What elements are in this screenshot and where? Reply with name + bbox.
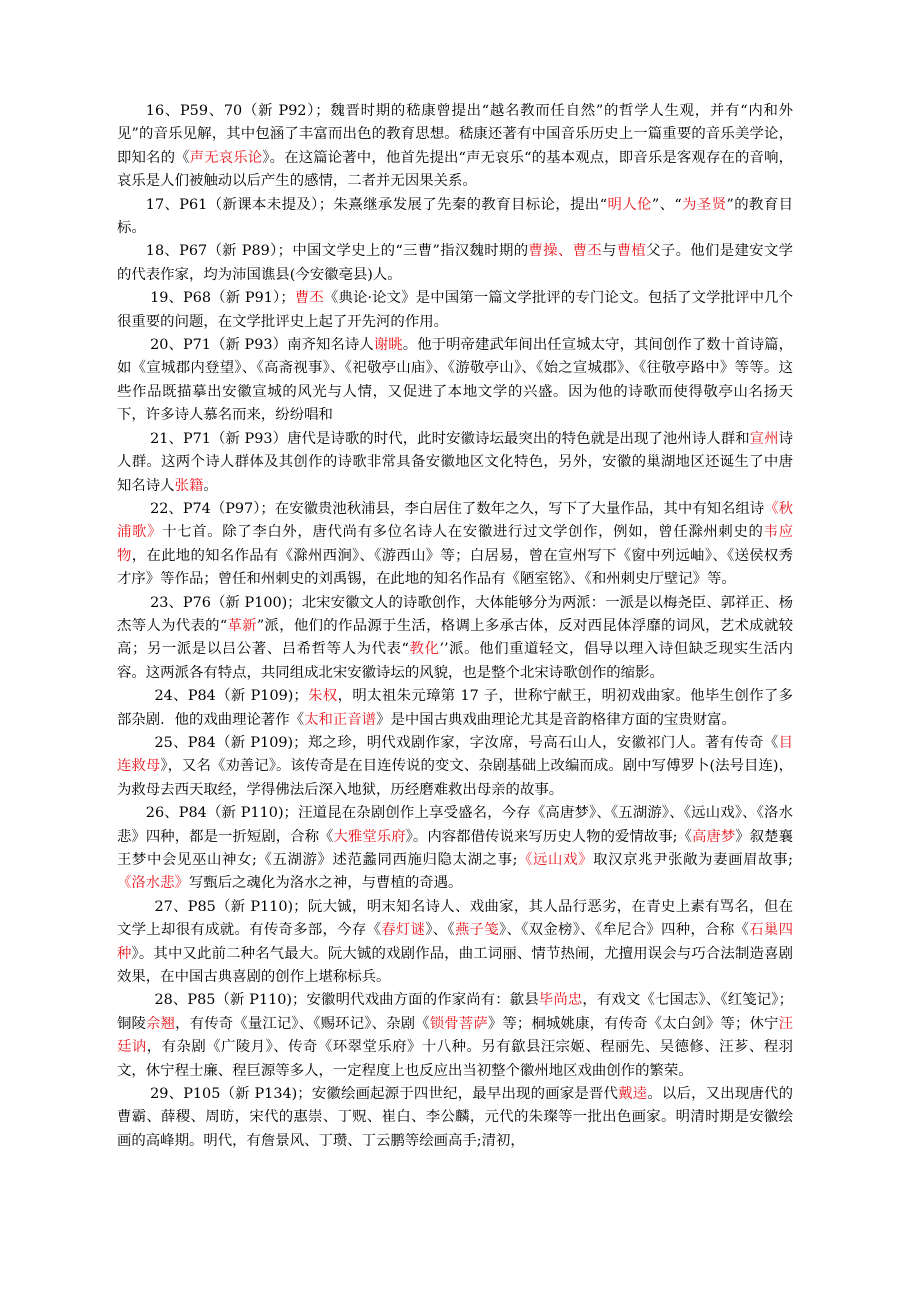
- paragraph-text: 。他于明帝建武年间出任宣城太守，其间创作了数十首诗篇，如《宣城郡内登望》、《高斋视事》、《祀敬亭山庙》、《游敬亭山》、《始之宣城郡》、《往敬亭路中》等等。这些作品既描摹出安徽宣城的风光与人情，又促进了本地文学的兴盛。因为他的诗歌而使得敬亭山名扬天下，许多诗人慕名而来，纷纷唱和: [117, 337, 793, 424]
- highlighted-term: 《秋浦歌》: [117, 500, 793, 541]
- paragraph-text: 诗人群。这两个诗人群体及其创作的诗歌非常具备安徽地区文化特色，另外，安徽的巢湖地区还诞生了中唐知名诗人: [117, 430, 793, 494]
- highlighted-term: 宣州: [749, 430, 779, 447]
- paragraph-text: 》，又名《劝善记》。该传奇是在目连传说的变文、杂剧基础上改编而成。剧中写傅罗卜(法号目连)，为救母去西天取经，学得佛法后深入地狱，历经磨难救出母亲的故事。: [117, 758, 793, 798]
- paragraph-text: ”的教育目标。: [117, 196, 794, 237]
- paragraph: [117, 592, 793, 686]
- paragraph-text: 》、《双金榜》、《牟尼合》四种，合称《: [499, 922, 750, 939]
- paragraph: [117, 334, 793, 428]
- highlighted-term: 毕尚忠: [538, 992, 583, 1009]
- paragraph-text: ”派，他们的作品源于生活，格调上多承古体，反对西昆体浮靡的词风，艺术成就较高；另一派是以吕公著、吕希哲等人为代表“: [117, 617, 793, 658]
- highlighted-term: 春灯谜: [381, 922, 426, 939]
- paragraph: [117, 428, 793, 498]
- highlighted-term: 明人伦: [607, 196, 652, 213]
- paragraph-text: 与: [602, 243, 617, 260]
- paragraph: [117, 240, 793, 287]
- paragraph-text: 》。内容都借传说来写历史人物的爱情故事;《: [405, 828, 692, 845]
- paragraph-text: 24、P84（新 P109)；: [154, 688, 308, 705]
- paragraph-text: 》。在这篇论著中，他首先提出“声无哀乐“的基本观点，即音乐是客观存在的音响，哀乐是人们被触动以后产生的感情，二者并无因果关系。: [117, 149, 793, 190]
- paragraph-text: 》叙楚襄王梦中会见巫山神女;《五湖游》述范蠡同西施归隐太湖之事;: [117, 828, 793, 868]
- highlighted-term: 曹植: [616, 243, 647, 260]
- paragraph: [117, 194, 793, 241]
- paragraph-text: 17、P61（新课本未提及）；朱熹继承发展了先秦的教育目标论，提出“: [145, 196, 608, 213]
- document-body: [117, 100, 793, 1153]
- paragraph-text: 十七首。除了李白外，唐代尚有多位名诗人在安徽进行过文学创作，例如，曾任滁州刺史的: [162, 524, 764, 541]
- paragraph: [117, 989, 793, 1083]
- highlighted-term: 汪廷讷: [117, 1015, 793, 1056]
- highlighted-term: 石巢四种: [117, 922, 793, 962]
- highlighted-term: 高唐梦: [691, 828, 736, 845]
- paragraph: [117, 685, 793, 732]
- paragraph: [117, 287, 793, 334]
- highlighted-term: 张籍: [174, 477, 204, 494]
- highlighted-term: 燕子笺: [454, 922, 500, 939]
- highlighted-term: 韦应物: [117, 524, 793, 564]
- paragraph-text: 26、P84（新 P110)；汪道昆在杂剧创作上享受盛名，今存《高唐梦》、《五湖游》、《远山戏》、《洛水悲》四种，都是一折短剧，合称《: [117, 805, 793, 845]
- paragraph: [117, 100, 793, 194]
- paragraph-text: 25、P84（新 P109)；郑之珍，明代戏剧作家，字汝席，号高石山人，安徽祁门人。著有传奇《: [154, 734, 779, 751]
- highlighted-term: 太和正音谱: [304, 711, 377, 728]
- highlighted-term: 锁骨菩萨: [429, 1015, 488, 1032]
- highlighted-term: 戴逵: [618, 1086, 648, 1103]
- paragraph-text: ，有戏文《七国志》、《红笺记》；铜陵: [117, 992, 793, 1032]
- paragraph-text: 16、P59、70（新 P92）；魏晋时期的嵇康曾提出“越名教而任自然”的哲学人生观，并有“内和外见”的音乐见解，其中包涵了丰富而出色的教育思想。嵇康还著有中国音乐历史上一篇重要的音乐美学论，即知名的《: [117, 103, 793, 166]
- paragraph-text: ，有传奇《量江记》、《赐环记》、杂剧《: [175, 1015, 430, 1032]
- highlighted-term: 《远山戏》: [517, 852, 594, 868]
- paragraph-text: ’’派。他们重道轻文，倡导以理入诗但缺乏现实生活内容。这两派各有特点，共同组成北宋安徽诗坛的风貌，也是整个北宋诗歌创作的缩影。: [117, 641, 794, 681]
- paragraph-text: 取汉京兆尹张敞为妻画眉故事;: [593, 852, 793, 868]
- paragraph-text: ”、“: [651, 196, 682, 213]
- paragraph: [117, 732, 793, 802]
- highlighted-term: 佘翘: [146, 1015, 176, 1032]
- paragraph: [117, 1083, 793, 1153]
- highlighted-term: 教化: [408, 641, 440, 658]
- paragraph: [117, 896, 793, 990]
- paragraph-text: 23、P76（新 P100)；北宋安徽文人的诗歌创作，大体能够分为两派：一派是以梅尧臣、郭祥正、杨杰等人为代表的“: [117, 594, 793, 634]
- highlighted-term: 曹丕: [294, 290, 324, 307]
- paragraph-text: 。以后，又出现唐代的曹霸、薛稷、周昉，宋代的惠崇、丁贶、崔白、李公麟，元代的朱璨等一批出色画家。明清时期是安徽绘画的高峰期。明代，有詹景风、丁瓒、丁云鹏等绘画高手;清初，: [117, 1086, 793, 1149]
- paragraph-text: 《典论·论文》是中国第一篇文学批评的专门论文。包括了文学批评中几个很重要的问题，在文学批评史上起了开先河的作用。: [117, 290, 793, 330]
- paragraph-text: ，有杂剧《广陵月》、传奇《环翠堂乐府》十八种。另有歙县汪宗姬、程丽先、吴德修、汪芗、程羽文，休宁程士廉、程巨源等多人，一定程度上也反应出当初整个徽州地区戏曲创作的繁荣。: [117, 1039, 793, 1079]
- paragraph-text: 》是中国古典戏曲理论尤其是音韵格律方面的宝贵财富。: [376, 711, 736, 728]
- highlighted-term: 朱权: [307, 688, 338, 705]
- paragraph-text: 20、P71（新 P93）南齐知名诗人: [150, 337, 374, 354]
- paragraph-text: 21、P71（新 P93）唐代是诗歌的时代，此时安徽诗坛最突出的特色就是出现了池州诗人群和: [150, 430, 750, 447]
- paragraph-text: 28、P85（新 P110)；安徽明代戏曲方面的作家尚有：歙县: [154, 992, 539, 1009]
- paragraph-text: 22、P74（P97）；在安徽贵池秋浦县，李白居住了数年之久，写下了大量作品，其中有知名组诗: [150, 500, 765, 517]
- paragraph-text: 父子。他们是建安文学的代表作家，均为沛国谯县(今安徽亳县)人。: [117, 243, 793, 283]
- paragraph: [117, 802, 793, 896]
- paragraph-text: ，明太祖朱元璋第 17 子，世称宁献王，明初戏曲家。他毕生创作了多部杂剧．他的戏曲理论著作《: [117, 688, 793, 728]
- paragraph-text: ，在此地的知名作品有《滁州西涧》、《游西山》等；白居易，曾在宣州写下《窗中列远岫》、《送侯权秀才序》等作品；曾任和州刺史的刘禹锡，在此地的知名作品有《陋室铭》、《和州刺史厅壁记》等。: [117, 547, 793, 588]
- paragraph-text: 。: [203, 477, 218, 494]
- paragraph-text: 18、P67（新 P89）；中国文学史上的“三曹”指汉魏时期的: [145, 243, 529, 260]
- paragraph-text: 》等；桐城姚康，有传奇《太白剑》等；休宁: [487, 1015, 779, 1032]
- paragraph-text: 》、《: [425, 922, 455, 939]
- highlighted-term: 《洛水悲》: [117, 875, 189, 892]
- paragraph-text: 29、P105（新 P134)；安徽绘画起源于四世纪，最早出现的画家是晋代: [150, 1086, 619, 1103]
- highlighted-term: 声无哀乐论: [189, 149, 263, 166]
- highlighted-term: 大雅堂乐府: [333, 828, 406, 845]
- highlighted-term: 革新: [227, 617, 257, 634]
- paragraph-text: 19、P68（新 P91）；: [150, 290, 295, 307]
- paragraph: [117, 498, 793, 592]
- paragraph-text: 》。其中又此前二种名气最大。阮大铖的戏剧作品，曲工词丽、情节热闹，尤擅用误会与巧合法制造喜剧效果，在中国古典喜剧的创作上堪称标兵。: [117, 945, 793, 986]
- highlighted-term: 目连救母: [117, 734, 793, 775]
- paragraph-text: 写甄后之魂化为洛水之神，与曹植的奇遇。: [188, 875, 463, 892]
- highlighted-term: 谢眺: [373, 337, 403, 354]
- highlighted-term: 曹操、曹丕: [528, 243, 602, 260]
- paragraph-text: 27、P85（新 P110)；阮大铖，明末知名诗人、戏曲家，其人品行恶劣，在青史上素有骂名，但在文学上却很有成就。有传奇多部，今存《: [117, 898, 793, 939]
- highlighted-term: 为圣贤: [681, 196, 727, 213]
